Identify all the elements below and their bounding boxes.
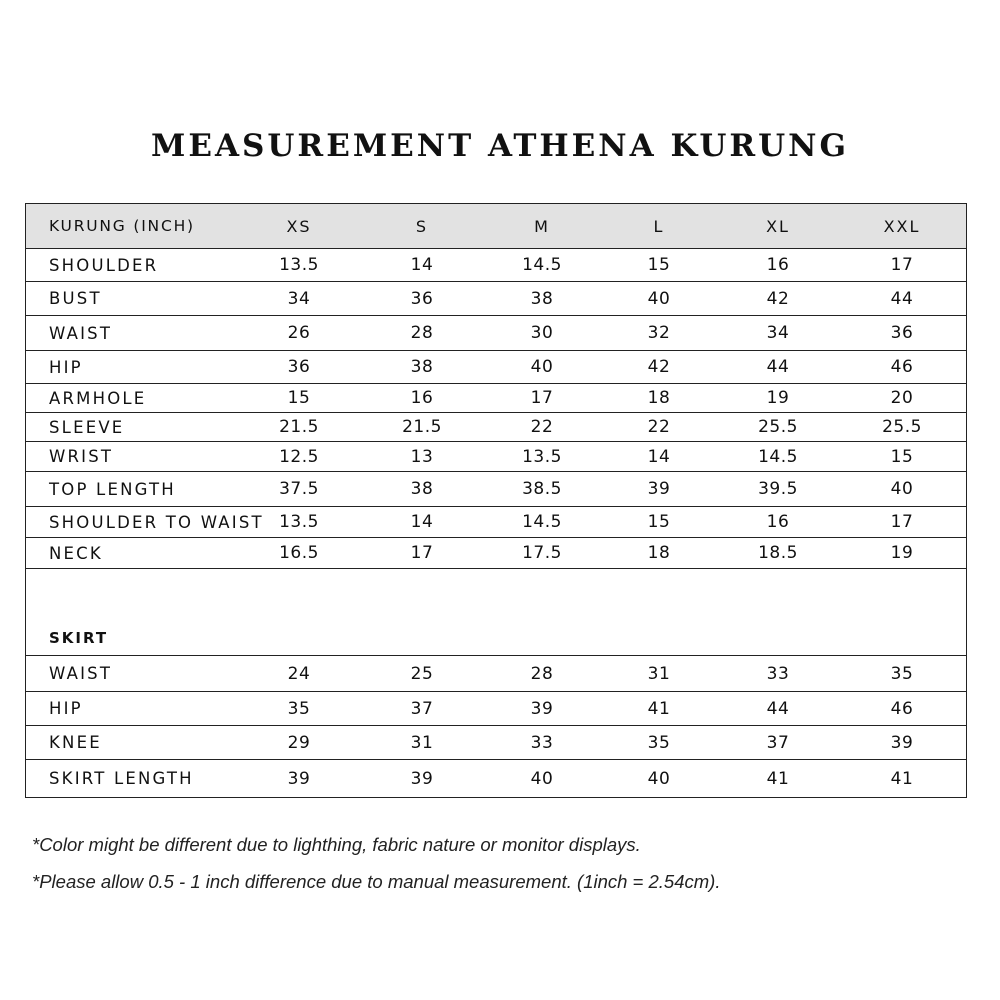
measurement-value: 39 [647,479,671,499]
measurement-value: 14 [410,512,434,532]
kurung-row [26,507,966,538]
measurement-value: 34 [766,323,790,343]
measurement-value: 21.5 [279,417,319,437]
size-header-cell: XL [766,216,790,236]
measurement-value: 36 [890,323,914,343]
kurung-row [26,442,966,472]
measurement-value: 40 [890,479,914,499]
measurement-value: 17.5 [522,543,562,563]
measurement-label: BUST [49,289,102,308]
measurement-value: 15 [647,255,671,275]
measurement-value: 34 [287,288,311,309]
kurung-row [26,413,966,442]
measurement-value: 22 [647,417,671,437]
measurement-value: 33 [530,732,554,753]
notes [32,832,972,906]
measurement-value: 36 [287,357,311,377]
kurung-row [26,316,966,351]
header-label: KURUNG (INCH) [49,217,195,235]
kurung-row [26,538,966,569]
measurement-value: 15 [287,388,311,408]
measurement-value: 44 [890,288,914,309]
measurement-value: 16.5 [279,543,319,563]
measurement-value: 31 [410,732,434,753]
measurement-value: 18 [647,543,671,563]
skirt-row [26,692,966,726]
measurement-value: 19 [766,388,790,408]
measurement-value: 39 [530,698,554,719]
measurement-value: 38 [410,479,434,499]
measurement-value: 41 [647,698,671,719]
kurung-row [26,384,966,413]
measurement-label: SLEEVE [49,417,125,437]
measurement-label: SHOULDER [49,255,159,275]
measurement-value: 28 [410,323,434,343]
measurement-value: 35 [890,663,914,684]
measurement-label: HIP [49,357,83,377]
measurement-value: 20 [890,388,914,408]
kurung-row [26,472,966,507]
measurement-value: 40 [530,357,554,377]
measurement-value: 33 [766,663,790,684]
measurement-value: 13.5 [279,255,319,275]
measurement-label: NECK [49,543,103,563]
measurement-value: 13 [410,446,434,467]
measurement-value: 36 [410,288,434,309]
measurement-table [25,203,967,798]
measurement-value: 44 [766,357,790,377]
measurement-value: 37 [410,698,434,719]
measurement-value: 40 [647,288,671,309]
measurement-value: 14.5 [522,255,562,275]
measurement-value: 42 [766,288,790,309]
table-header-row [26,204,966,249]
measurement-value: 13.5 [522,446,562,467]
measurement-value: 38 [410,357,434,377]
measurement-value: 39 [410,768,434,789]
measurement-label: WAIST [49,664,113,683]
measurement-value: 46 [890,698,914,719]
measurement-value: 26 [287,323,311,343]
measurement-value: 38.5 [522,479,562,499]
measurement-value: 25.5 [882,417,922,437]
measurement-value: 16 [766,255,790,275]
kurung-row [26,351,966,384]
measurement-label: ARMHOLE [49,388,147,408]
measurement-value: 18.5 [758,543,798,563]
page-title: MEASUREMENT ATHENA KURUNG [151,128,849,164]
measurement-value: 16 [766,512,790,532]
measurement-label: KNEE [49,733,102,752]
kurung-row [26,282,966,316]
skirt-row [26,726,966,760]
skirt-section-label: SKIRT [49,629,109,647]
measurement-value: 44 [766,698,790,719]
measurement-value: 25 [410,663,434,684]
measurement-value: 25.5 [758,417,798,437]
measurement-label: HIP [49,699,83,718]
measurement-value: 12.5 [279,446,319,467]
measurement-value: 15 [890,446,914,467]
skirt-section-row [26,569,966,656]
measurement-value: 40 [530,768,554,789]
measurement-value: 42 [647,357,671,377]
measurement-label: TOP LENGTH [49,479,176,499]
measurement-value: 37.5 [279,479,319,499]
measurement-value: 14.5 [758,446,798,467]
measurement-label: SKIRT LENGTH [49,769,194,788]
measurement-value: 39 [890,732,914,753]
size-header-cell: XXL [883,216,921,236]
measurement-value: 40 [647,768,671,789]
measurement-value: 35 [647,732,671,753]
size-header-cell: L [653,216,665,236]
measurement-value: 37 [766,732,790,753]
measurement-value: 35 [287,698,311,719]
note-color: *Color might be different due to lighthing, fabric nature or monitor displays. [32,834,641,855]
measurement-value: 38 [530,288,554,309]
measurement-value: 39 [287,768,311,789]
measurement-label: WAIST [49,323,113,343]
skirt-row [26,656,966,692]
measurement-value: 28 [530,663,554,684]
measurement-value: 22 [530,417,554,437]
measurement-value: 30 [530,323,554,343]
note-measurement: *Please allow 0.5 - 1 inch difference due to manual measurement. (1inch = 2.54cm). [32,871,721,892]
measurement-value: 17 [890,512,914,532]
measurement-value: 18 [647,388,671,408]
measurement-value: 24 [287,663,311,684]
measurement-value: 14 [647,446,671,467]
measurement-value: 21.5 [402,417,442,437]
measurement-value: 32 [647,323,671,343]
measurement-label: WRIST [49,447,114,466]
measurement-value: 14.5 [522,512,562,532]
measurement-value: 46 [890,357,914,377]
measurement-value: 17 [890,255,914,275]
measurement-value: 17 [410,543,434,563]
measurement-value: 17 [530,388,554,408]
measurement-value: 41 [766,768,790,789]
measurement-value: 29 [287,732,311,753]
measurement-value: 31 [647,663,671,684]
kurung-row [26,249,966,282]
size-header-cell: M [534,216,550,236]
measurement-value: 14 [410,255,434,275]
measurement-value: 13.5 [279,512,319,532]
measurement-label: SHOULDER TO WAIST [49,512,264,532]
measurement-value: 19 [890,543,914,563]
size-header-cell: XS [286,216,312,236]
measurement-value: 39.5 [758,479,798,499]
size-header-cell: S [415,216,429,236]
measurement-value: 15 [647,512,671,532]
measurement-value: 41 [890,768,914,789]
skirt-row [26,760,966,797]
measurement-value: 16 [410,388,434,408]
